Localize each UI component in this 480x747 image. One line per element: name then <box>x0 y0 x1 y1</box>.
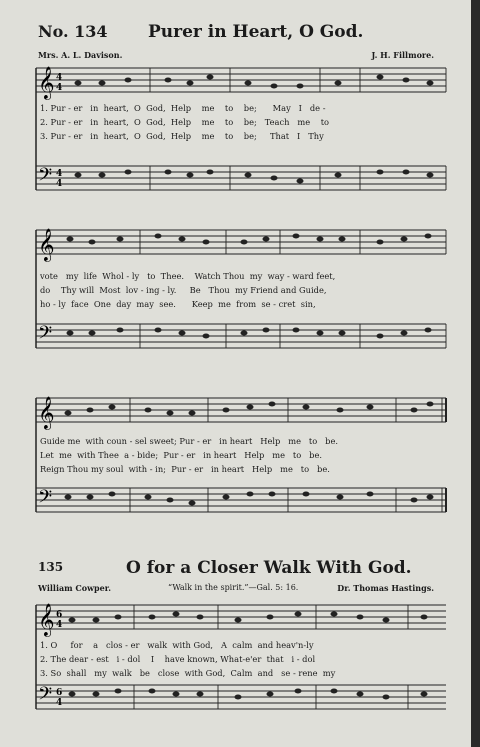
svg-text:4: 4 <box>56 73 63 83</box>
lyric-line: 3. So shall my walk be close with God, Calm and se - rene my <box>40 668 336 678</box>
lyricist: William Cowper. <box>38 583 111 593</box>
lyrics-system-3 <box>40 434 446 476</box>
lyric-line: 1. O for a clos - er walk with God, A calm and heav'n-ly <box>40 640 314 650</box>
hymn-title: O for a Closer Walk With God. <box>126 558 412 578</box>
hymn-number: 135 <box>38 560 64 574</box>
lyric-line: ho - ly face One day may see. Keep me from se - cret sin, <box>40 299 316 309</box>
hymn-title: Purer in Heart, O God. <box>148 22 364 42</box>
lyric-line: 1. Pur - er in heart, O God, Help me to be; May I de - <box>40 103 326 113</box>
svg-text:6: 6 <box>56 688 63 698</box>
lyric-line: Let me with Thee a - bide; Pur - er in heart Help me to be. <box>40 450 323 460</box>
svg-text:𝄢: 𝄢 <box>38 684 53 709</box>
svg-text:𝄞: 𝄞 <box>38 603 55 636</box>
lyric-line: do Thy will Most lov - ing - ly. Be Thou my Friend and Guide, <box>40 285 327 295</box>
svg-text:4: 4 <box>56 83 63 93</box>
lyric-line: Guide me with coun - sel sweet; Pur - er in heart Help me to be. <box>40 436 339 446</box>
lyric-line: 2. Pur - er in heart, O God, Help me to be; Teach me to <box>40 117 330 127</box>
lyric-line: 2. The dear - est i - dol I have known, What-e'er that i - dol <box>40 654 316 664</box>
scripture-reference: “Walk in the spirit.”—Gal. 5: 16. <box>168 583 299 592</box>
svg-text:𝄞: 𝄞 <box>38 228 55 261</box>
svg-text:4: 4 <box>56 698 63 708</box>
hymn-number: No. 134 <box>38 22 108 41</box>
svg-text:6: 6 <box>56 610 63 620</box>
lyric-line: 3. Pur - er in heart, O God, Help me to be; That I Thy <box>40 131 324 141</box>
svg-text:𝄢: 𝄢 <box>38 323 53 348</box>
svg-text:𝄞: 𝄞 <box>38 66 55 99</box>
svg-text:4: 4 <box>56 169 63 179</box>
svg-text:𝄞: 𝄞 <box>38 396 55 429</box>
lyrics-system-2 <box>40 269 446 311</box>
hymn-134-header <box>38 22 458 46</box>
svg-text:𝄢: 𝄢 <box>38 165 53 190</box>
page-binding-edge <box>471 0 480 747</box>
svg-text:𝄢: 𝄢 <box>38 487 53 512</box>
lyrics-system-1 <box>40 101 446 143</box>
lyrics-system-4 <box>40 638 446 680</box>
lyricist: Mrs. A. L. Davison. <box>38 50 123 60</box>
lyric-line: vote my life Whol - ly to Thee. Watch Thou my way - ward feet, <box>40 271 336 281</box>
composer: J. H. Fillmore. <box>371 50 434 60</box>
lyric-line: Reign Thou my soul with - in; Pur - er in heart Help me to be. <box>40 464 330 474</box>
svg-text:4: 4 <box>56 179 63 189</box>
hymn-135-credits <box>38 583 434 593</box>
svg-text:4: 4 <box>56 620 63 630</box>
hymn-134-credits <box>38 50 434 60</box>
composer: Dr. Thomas Hastings. <box>337 583 434 593</box>
